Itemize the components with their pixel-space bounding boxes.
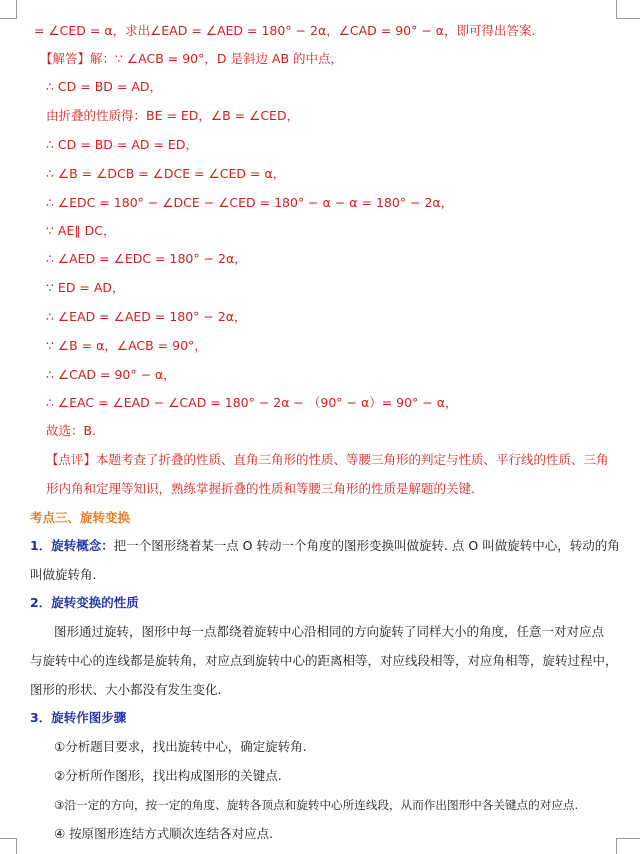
solution-line: ∴ ∠B = ∠DCB = ∠DCE = ∠CED = α， — [46, 166, 286, 181]
properties-line: 图形的形状、大小都没有发生变化. — [30, 682, 222, 697]
comment-line-2: 形内角和定理等知识，熟练掌握折叠的性质和等腰三角形的性质是解题的关键. — [46, 481, 475, 496]
crop-mark-top-left-h — [0, 18, 16, 19]
crop-mark-bottom-left-v — [16, 838, 17, 854]
solution-line: = ∠CED = α，求出∠EAD = ∠AED = 180° − 2α，∠CAD = 90° − α，即可得出答案. — [34, 23, 536, 38]
concept-paragraph — [30, 537, 620, 555]
crop-mark-top-left-v — [16, 0, 17, 19]
solution-line: 故选：B. — [46, 423, 97, 438]
solution-line: ∵ ED = AD， — [46, 280, 125, 295]
solution-line: ∴ ∠EDC = 180° − ∠DCE − ∠CED = 180° − α − α = 180° − 2α， — [46, 195, 454, 210]
properties-heading: 2．旋转变换的性质 — [30, 595, 139, 610]
section-heading: 考点三、旋转变换 — [30, 510, 131, 525]
concept-text: 把一个图形绕着某一点 O 转动一个角度的图形变换叫做旋转. 点 O 叫做旋转中心，转动的角 — [113, 538, 620, 553]
solution-line: ∴ CD = BD = AD， — [46, 79, 162, 94]
solution-line: ∴ ∠EAC = ∠EAD − ∠CAD = 180° − 2α − （90° − α）= 90° − α， — [46, 395, 458, 410]
solution-line: ∴ CD = BD = AD = ED， — [46, 137, 198, 152]
step-item: ④ 按原图形连结方式顺次连结各对应点. — [54, 826, 274, 841]
solution-line: ∴ ∠EAD = ∠AED = 180° − 2α， — [46, 309, 247, 324]
crop-mark-top-right-v — [616, 0, 617, 19]
properties-line: 与旋转中心的连线都是旋转角，对应点到旋转中心的距离相等，对应线段相等，对应角相等，旋转过程中， — [30, 653, 618, 668]
crop-mark-bottom-right-v — [616, 838, 617, 854]
concept-text-2: 叫做旋转角. — [30, 567, 97, 582]
crop-mark-top-right-h — [616, 18, 640, 19]
step-item: ②分析所作图形，找出构成图形的关键点. — [54, 768, 282, 783]
step-item: ①分析题目要求，找出旋转中心，确定旋转角. — [54, 739, 307, 754]
solution-line: ∵ AE∥ DC， — [46, 223, 116, 238]
solution-line: ∴ ∠CAD = 90° − α， — [46, 367, 176, 382]
crop-mark-bottom-right-h — [616, 838, 640, 839]
properties-line: 图形通过旋转，图形中每一点都绕着旋转中心沿相同的方向旋转了同样大小的角度，任意一对对应点 — [54, 624, 605, 639]
solution-line: 由折叠的性质得：BE = ED，∠B = ∠CED， — [46, 108, 300, 123]
crop-mark-bottom-left-h — [0, 838, 16, 839]
step-item: ③沿一定的方向，按一定的角度、旋转各顶点和旋转中心所连线段，从而作出图形中各关键点的对应点. — [54, 798, 579, 812]
comment-line-1: 【点评】本题考查了折叠的性质、直角三角形的性质、等腰三角形的判定与性质、平行线的性质、三角 — [46, 452, 609, 467]
solution-line: ∵ ∠B = α，∠ACB = 90°， — [46, 338, 207, 353]
steps-heading: 3．旋转作图步骤 — [30, 710, 127, 725]
solution-line: ∴ ∠AED = ∠EDC = 180° − 2α， — [46, 251, 247, 266]
solution-line: 【解答】解：∵ ∠ACB = 90°，D 是斜边 AB 的中点， — [40, 51, 344, 66]
concept-label: 1．旋转概念： — [30, 538, 114, 553]
